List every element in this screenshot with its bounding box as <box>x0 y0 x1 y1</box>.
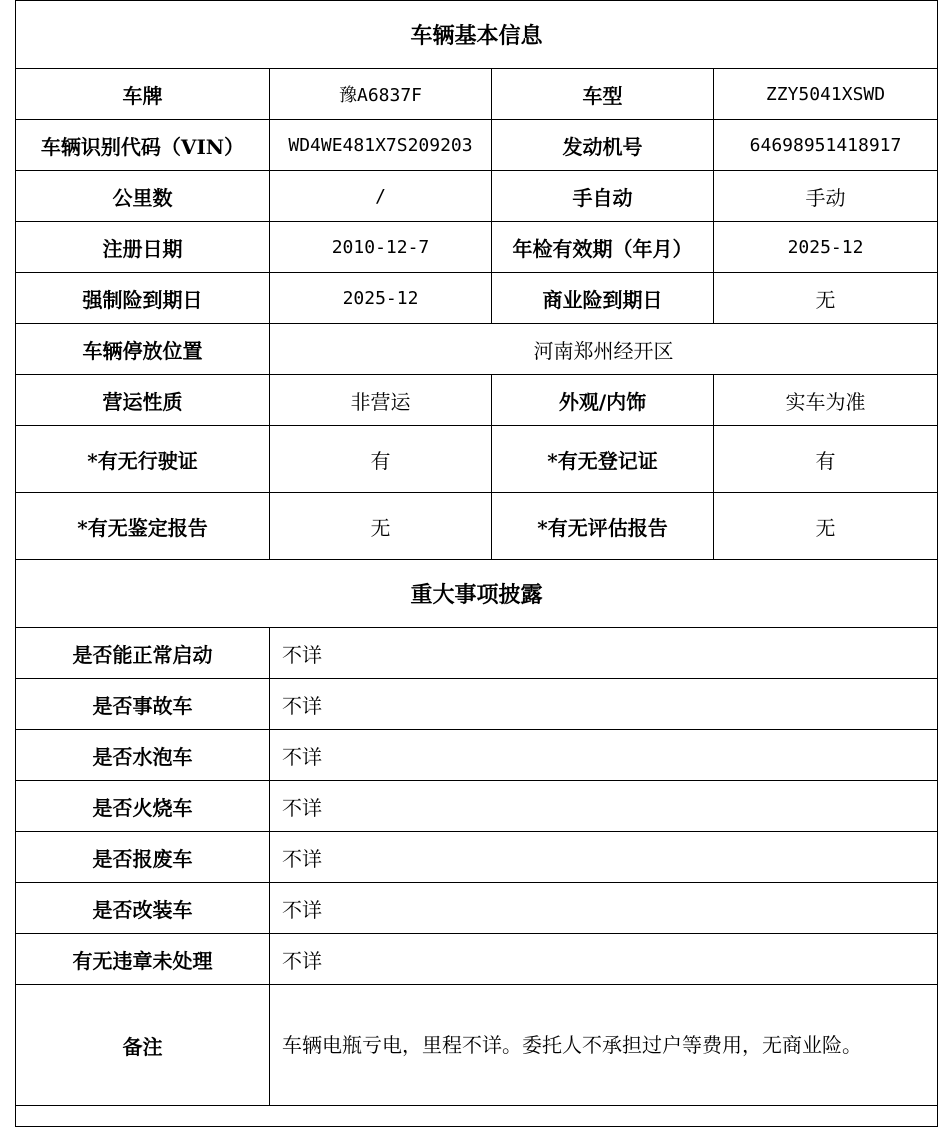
info-row <box>16 120 938 171</box>
disclosure-label: 是否水泡车 <box>16 730 270 781</box>
section-header-disclosure <box>16 560 938 628</box>
disclosure-value: 不详 <box>270 730 938 781</box>
disclosure-label: 是否报废车 <box>16 832 270 883</box>
field-value: 64698951418917 <box>714 120 938 171</box>
section-title: 车辆基本信息 <box>16 1 938 69</box>
field-label: 外观/内饰 <box>492 375 714 426</box>
disclosure-label: 是否事故车 <box>16 679 270 730</box>
info-row <box>16 375 938 426</box>
field-value: 无 <box>714 273 938 324</box>
disclosure-label: 是否能正常启动 <box>16 628 270 679</box>
field-label: 公里数 <box>16 171 270 222</box>
disclosure-row <box>16 934 938 985</box>
info-row <box>16 273 938 324</box>
section-title: 重大事项披露 <box>16 560 938 628</box>
empty-cell <box>16 1106 938 1127</box>
field-label: *有无行驶证 <box>16 426 270 493</box>
disclosure-label: 是否火烧车 <box>16 781 270 832</box>
field-label: 车辆识别代码（VIN） <box>16 120 270 171</box>
info-row <box>16 426 938 493</box>
field-value: 无 <box>714 493 938 560</box>
field-value: 河南郑州经开区 <box>270 324 938 375</box>
field-value: 2025-12 <box>714 222 938 273</box>
info-row <box>16 493 938 560</box>
field-value: 豫A6837F <box>270 69 492 120</box>
field-value: / <box>270 171 492 222</box>
field-value: 无 <box>270 493 492 560</box>
field-label: 车辆停放位置 <box>16 324 270 375</box>
disclosure-value: 不详 <box>270 628 938 679</box>
info-row <box>16 222 938 273</box>
field-label: 发动机号 <box>492 120 714 171</box>
remark-row <box>16 985 938 1106</box>
disclosure-label: 有无违章未处理 <box>16 934 270 985</box>
field-label: 强制险到期日 <box>16 273 270 324</box>
info-row <box>16 69 938 120</box>
disclosure-row <box>16 628 938 679</box>
field-value: WD4WE481X7S209203 <box>270 120 492 171</box>
disclosure-value: 不详 <box>270 883 938 934</box>
field-value: 2025-12 <box>270 273 492 324</box>
field-label: *有无评估报告 <box>492 493 714 560</box>
vehicle-info-table <box>15 0 938 1127</box>
field-label: 商业险到期日 <box>492 273 714 324</box>
disclosure-row <box>16 781 938 832</box>
field-label: 注册日期 <box>16 222 270 273</box>
field-label: 车型 <box>492 69 714 120</box>
remark-value: 车辆电瓶亏电，里程不详。委托人不承担过户等费用，无商业险。 <box>270 985 938 1106</box>
field-value: 非营运 <box>270 375 492 426</box>
field-value: 有 <box>714 426 938 493</box>
disclosure-label: 是否改装车 <box>16 883 270 934</box>
remark-label: 备注 <box>16 985 270 1106</box>
field-value: ZZY5041XSWD <box>714 69 938 120</box>
info-row <box>16 324 938 375</box>
disclosure-row <box>16 730 938 781</box>
disclosure-value: 不详 <box>270 781 938 832</box>
disclosure-row <box>16 832 938 883</box>
section-header-basic <box>16 1 938 69</box>
field-label: 年检有效期（年月） <box>492 222 714 273</box>
disclosure-value: 不详 <box>270 934 938 985</box>
disclosure-value: 不详 <box>270 832 938 883</box>
field-value: 实车为准 <box>714 375 938 426</box>
field-label: 车牌 <box>16 69 270 120</box>
info-row <box>16 171 938 222</box>
field-label: 营运性质 <box>16 375 270 426</box>
trailing-row <box>16 1106 938 1127</box>
disclosure-value: 不详 <box>270 679 938 730</box>
field-label: *有无登记证 <box>492 426 714 493</box>
disclosure-row <box>16 679 938 730</box>
disclosure-row <box>16 883 938 934</box>
field-value: 手动 <box>714 171 938 222</box>
field-value: 有 <box>270 426 492 493</box>
field-label: *有无鉴定报告 <box>16 493 270 560</box>
field-label: 手自动 <box>492 171 714 222</box>
field-value: 2010-12-7 <box>270 222 492 273</box>
